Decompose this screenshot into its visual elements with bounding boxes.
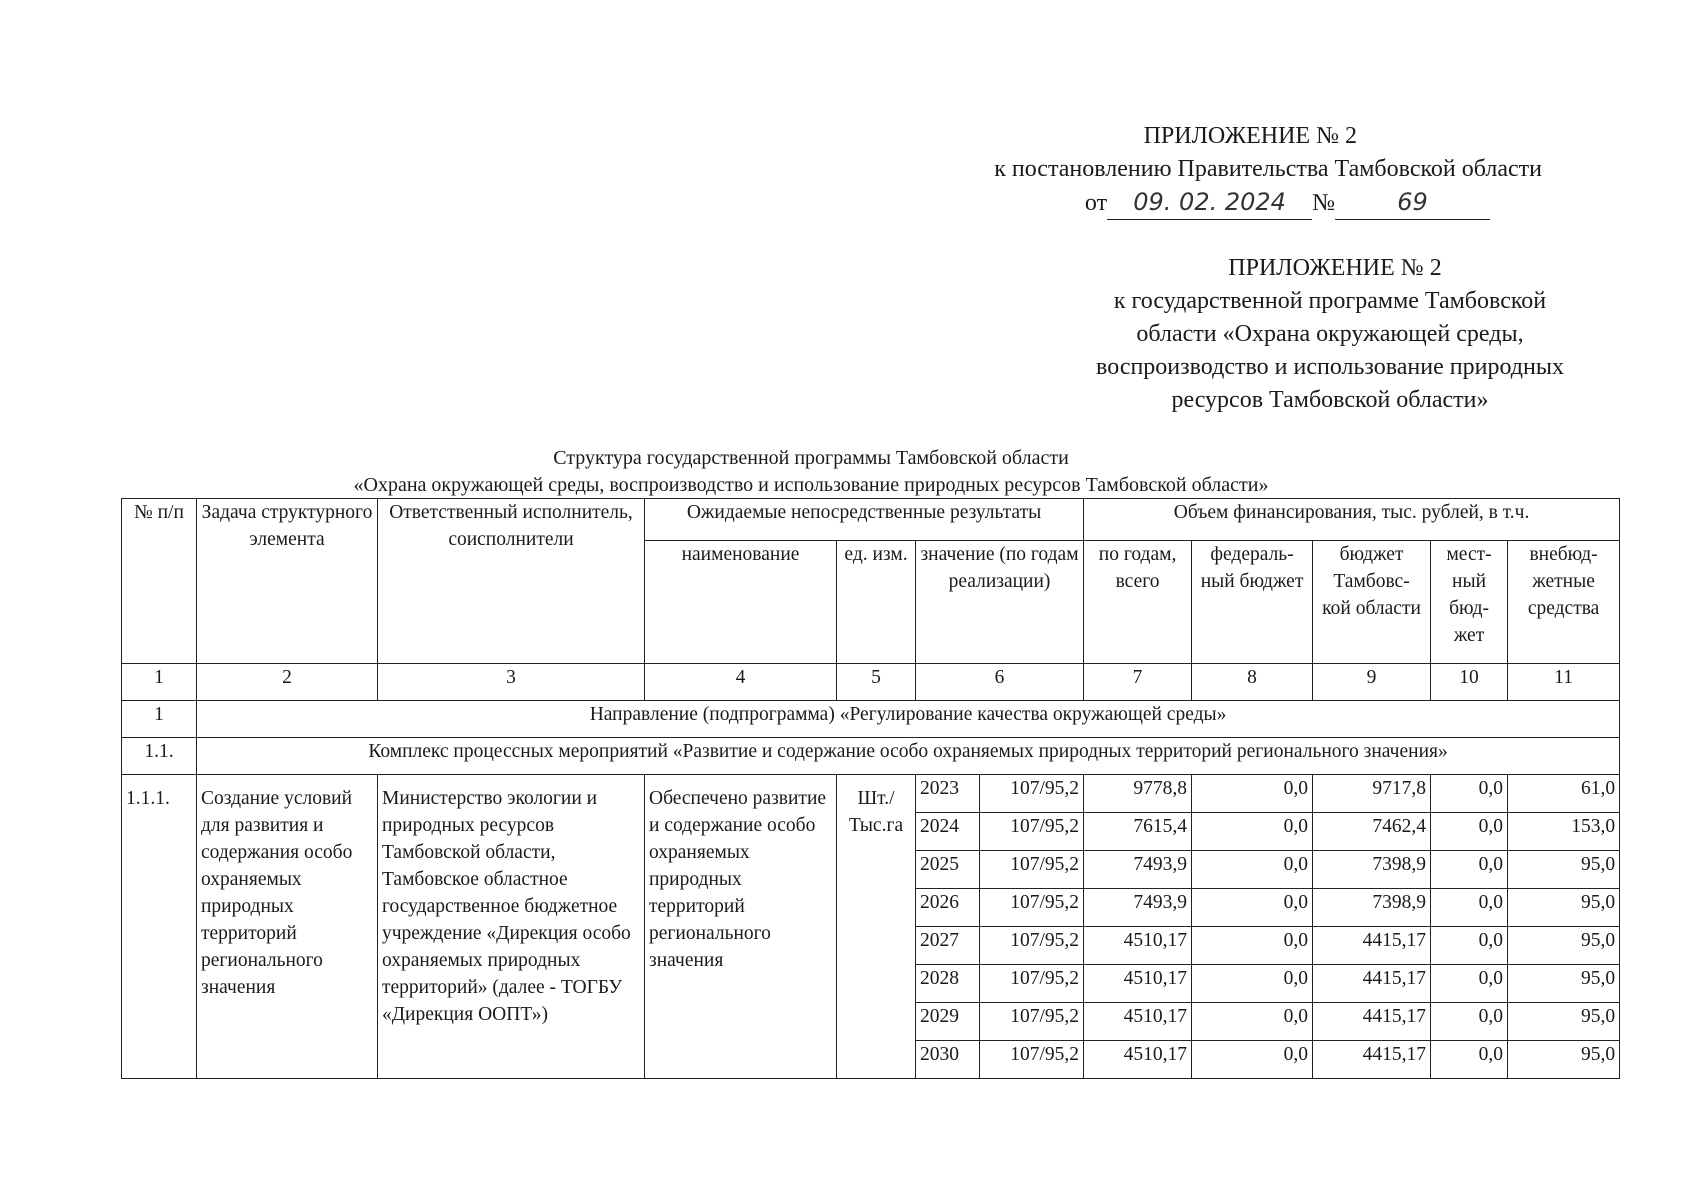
program-appendix-title: ПРИЛОЖЕНИЕ № 2 [1228, 255, 1442, 281]
handwritten-date: 09. 02. 2024 [1107, 186, 1312, 220]
item-unit: Шт./ Тыс.га [837, 775, 916, 1079]
cell-value: 107/95,2 [980, 965, 1084, 1003]
column-number: 3 [378, 664, 645, 701]
header-results-group: Ожидаемые непосредственные результаты [645, 499, 1084, 541]
cell-regional: 7398,9 [1313, 889, 1431, 927]
cell-regional: 4415,17 [1313, 965, 1431, 1003]
handwritten-number: 69 [1335, 186, 1490, 220]
cell-federal: 0,0 [1192, 927, 1313, 965]
cell-total: 7493,9 [1084, 851, 1192, 889]
cell-value: 107/95,2 [980, 813, 1084, 851]
column-number: 4 [645, 664, 837, 701]
cell-value: 107/95,2 [980, 889, 1084, 927]
cell-extra: 153,0 [1508, 813, 1620, 851]
program-appendix-line: ресурсов Тамбовской области» [1171, 387, 1489, 413]
column-number: 11 [1508, 664, 1620, 701]
complex-num: 1.1. [122, 738, 197, 775]
cell-federal: 0,0 [1192, 1041, 1313, 1079]
cell-local: 0,0 [1431, 889, 1508, 927]
cell-regional: 4415,17 [1313, 1041, 1431, 1079]
cell-extra: 95,0 [1508, 927, 1620, 965]
cell-value: 107/95,2 [980, 775, 1084, 813]
column-number: 8 [1192, 664, 1313, 701]
cell-extra: 95,0 [1508, 965, 1620, 1003]
cell-local: 0,0 [1431, 927, 1508, 965]
from-label: от [1084, 190, 1108, 216]
program-appendix-line: области «Охрана окружающей среды, [1136, 321, 1524, 347]
column-number: 5 [837, 664, 916, 701]
cell-year: 2025 [916, 851, 980, 889]
column-number: 7 [1084, 664, 1192, 701]
cell-value: 107/95,2 [980, 927, 1084, 965]
header-extra: внебюд- жетные средства [1508, 541, 1620, 664]
direction-num: 1 [122, 701, 197, 738]
caption-line-2: «Охрана окружающей среды, воспроизводство и использование природных ресурсов Тамбовской области» [353, 474, 1269, 496]
column-number-row [122, 664, 1620, 701]
cell-value: 107/95,2 [980, 851, 1084, 889]
cell-total: 9778,8 [1084, 775, 1192, 813]
item-result-name: Обеспечено развитие и содержание особо охраняемых природных территорий регионального значения [645, 775, 837, 1079]
table-caption [121, 445, 1501, 499]
decree-appendix-title: ПРИЛОЖЕНИЕ № 2 [1143, 123, 1357, 149]
cell-year: 2023 [916, 775, 980, 813]
cell-federal: 0,0 [1192, 851, 1313, 889]
cell-total: 7615,4 [1084, 813, 1192, 851]
cell-regional: 7398,9 [1313, 851, 1431, 889]
cell-total: 4510,17 [1084, 927, 1192, 965]
program-appendix-block [1040, 252, 1620, 417]
header-name: наименование [645, 541, 837, 664]
complex-row [122, 738, 1620, 775]
cell-federal: 0,0 [1192, 965, 1313, 1003]
cell-regional: 4415,17 [1313, 1003, 1431, 1041]
header-row-1 [122, 499, 1620, 541]
header-federal: федераль- ный бюджет [1192, 541, 1313, 664]
cell-local: 0,0 [1431, 775, 1508, 813]
item-executor: Министерство экологии и природных ресурсов Тамбовской области, Тамбовское областное государственное бюджетное учреждение «Дирекция особо охраняемых природных территорий» (далее - ТОГБУ «Дирекция ООПТ») [378, 775, 645, 1079]
column-number: 2 [197, 664, 378, 701]
cell-year: 2027 [916, 927, 980, 965]
header-num: № п/п [122, 499, 197, 664]
column-number: 9 [1313, 664, 1431, 701]
program-appendix-line: к государственной программе Тамбовской [1113, 288, 1547, 314]
cell-local: 0,0 [1431, 851, 1508, 889]
cell-federal: 0,0 [1192, 889, 1313, 927]
program-appendix-line: воспроизводство и использование природных [1096, 354, 1564, 380]
cell-year: 2028 [916, 965, 980, 1003]
column-number: 10 [1431, 664, 1508, 701]
cell-local: 0,0 [1431, 1003, 1508, 1041]
cell-extra: 95,0 [1508, 889, 1620, 927]
header-regional: бюджет Тамбовс- кой области [1313, 541, 1431, 664]
direction-row [122, 701, 1620, 738]
cell-extra: 61,0 [1508, 775, 1620, 813]
header-total: по годам, всего [1084, 541, 1192, 664]
cell-federal: 0,0 [1192, 775, 1313, 813]
header-local: мест- ный бюд- жет [1431, 541, 1508, 664]
cell-value: 107/95,2 [980, 1003, 1084, 1041]
cell-extra: 95,0 [1508, 851, 1620, 889]
decree-reference-line: к постановлению Правительства Тамбовской области [994, 156, 1542, 182]
program-structure-table [121, 498, 1620, 1079]
cell-year: 2030 [916, 1041, 980, 1079]
decree-appendix-block [994, 120, 1542, 220]
header-task: Задача структурного элемента [197, 499, 378, 664]
column-number: 6 [916, 664, 1084, 701]
cell-federal: 0,0 [1192, 1003, 1313, 1041]
item-rows [122, 775, 1620, 1079]
cell-regional: 7462,4 [1313, 813, 1431, 851]
cell-extra: 95,0 [1508, 1003, 1620, 1041]
cell-year: 2026 [916, 889, 980, 927]
item-task: Создание условий для развития и содержания особо охраняемых природных территорий регионального значения [197, 775, 378, 1079]
cell-year: 2029 [916, 1003, 980, 1041]
cell-total: 4510,17 [1084, 1003, 1192, 1041]
header-value: значение (по годам реализации) [916, 541, 1084, 664]
cell-extra: 95,0 [1508, 1041, 1620, 1079]
caption-line-1: Структура государственной программы Тамбовской области [553, 447, 1069, 469]
header-executor: Ответственный исполнитель, соисполнители [378, 499, 645, 664]
number-label: № [1312, 190, 1335, 216]
cell-total: 4510,17 [1084, 1041, 1192, 1079]
header-unit: ед. изм. [837, 541, 916, 664]
cell-value: 107/95,2 [980, 1041, 1084, 1079]
cell-federal: 0,0 [1192, 813, 1313, 851]
cell-total: 7493,9 [1084, 889, 1192, 927]
cell-year: 2024 [916, 813, 980, 851]
direction-title: Направление (подпрограмма) «Регулирование качества окружающей среды» [197, 701, 1620, 738]
cell-local: 0,0 [1431, 965, 1508, 1003]
cell-local: 0,0 [1431, 813, 1508, 851]
item-num: 1.1.1. [122, 775, 197, 1079]
table-row [122, 775, 1620, 813]
cell-regional: 4415,17 [1313, 927, 1431, 965]
decree-date-line [994, 186, 1490, 220]
column-number: 1 [122, 664, 197, 701]
complex-title: Комплекс процессных мероприятий «Развитие и содержание особо охраняемых природных территорий регионального значения» [197, 738, 1620, 775]
cell-regional: 9717,8 [1313, 775, 1431, 813]
header-financing-group: Объем финансирования, тыс. рублей, в т.ч. [1084, 499, 1620, 541]
cell-local: 0,0 [1431, 1041, 1508, 1079]
cell-total: 4510,17 [1084, 965, 1192, 1003]
